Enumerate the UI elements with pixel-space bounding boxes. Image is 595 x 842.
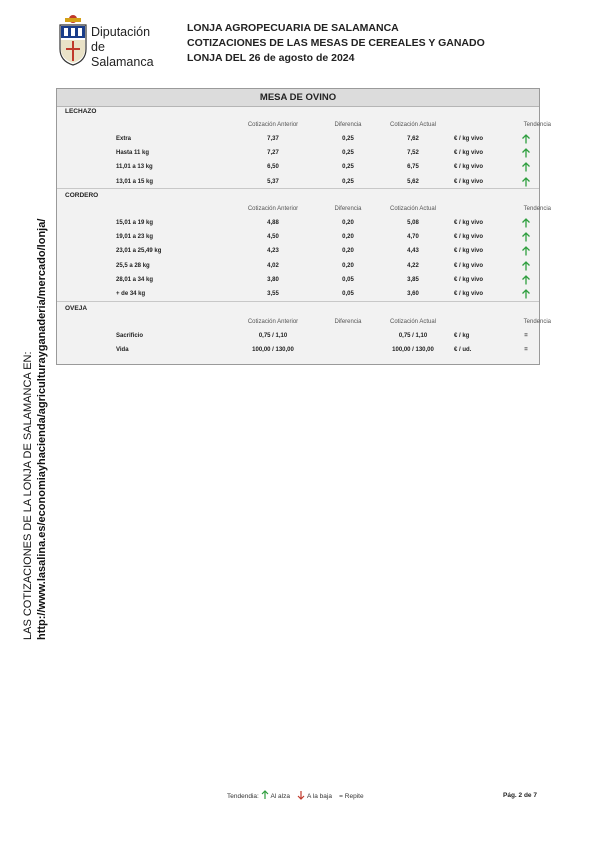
row-name: 23,01 a 25,49 kg	[116, 248, 162, 255]
row-actual: 4,70	[407, 234, 419, 241]
up-arrow-icon	[261, 790, 269, 802]
row-anterior: 100,00 / 130,00	[252, 347, 294, 354]
row-anterior: 6,50	[267, 164, 279, 171]
row-unit: € / ud.	[454, 347, 472, 354]
row-actual: 3,85	[407, 276, 419, 283]
side-note-line1: LAS COTIZACIONES DE LA LONJA DE SALAMANCA EN:	[22, 351, 34, 640]
header-line3: LONJA DEL 26 de agosto de 2024	[187, 52, 355, 64]
row-anterior: 3,55	[267, 291, 279, 297]
panel-title: MESA DE OVINO	[57, 89, 539, 107]
row-name: Hasta 11 kg	[116, 150, 150, 157]
legend-repeat: = Repite	[339, 792, 364, 800]
legend-label: Tendendia:	[227, 792, 259, 800]
org-name-line1: Diputación	[91, 25, 151, 39]
row-actual: 7,62	[407, 136, 419, 142]
col-header-diferencia: Diferencia	[334, 122, 362, 128]
org-name-line2: de Salamanca	[91, 40, 154, 69]
row-name: 19,01 a 23 kg	[116, 234, 154, 241]
trend-up-arrow-icon	[521, 162, 531, 172]
row-diferencia: 0,20	[342, 262, 354, 269]
legend-down: A la baja	[307, 792, 332, 800]
trend-up-arrow-icon	[521, 261, 531, 271]
row-actual: 6,75	[407, 164, 419, 171]
trend-up-arrow-icon	[521, 275, 531, 285]
row-name: 25,5 a 28 kg	[116, 262, 150, 269]
side-note-url[interactable]: http://www.lasalina.es/economiayhacienda/agriculturayganaderia/mercado/lonja/	[36, 218, 48, 640]
row-name: 28,01 a 34 kg	[116, 276, 154, 283]
row-actual: 0,75 / 1,10	[398, 333, 428, 339]
row-unit: € / kg vivo	[454, 262, 484, 269]
col-header-tendencia: Tendencia	[523, 206, 551, 212]
trend-up-arrow-icon	[521, 134, 531, 144]
row-name: 11,01 a 13 kg	[116, 164, 153, 171]
row-unit: € / kg	[454, 333, 470, 339]
col-header-actual: Cotización Actual	[389, 319, 437, 325]
row-actual: 7,52	[407, 150, 419, 157]
section-label: LECHAZO	[65, 108, 97, 115]
row-unit: € / kg vivo	[454, 248, 484, 255]
row-actual: 4,22	[407, 262, 419, 269]
col-header-tendencia: Tendencia	[523, 319, 551, 325]
header-line1: LONJA AGROPECUARIA DE SALAMANCA	[187, 22, 399, 34]
down-arrow-icon	[297, 790, 305, 802]
row-name: + de 34 kg	[116, 291, 146, 297]
trend-up-arrow-icon	[521, 148, 531, 158]
row-name: Sacrificio	[116, 333, 144, 339]
trend-up-arrow-icon	[521, 177, 531, 187]
diputacion-logo	[55, 13, 167, 67]
legend-up: Al alza	[270, 792, 290, 800]
section-divider	[57, 301, 539, 302]
row-actual: 5,08	[407, 220, 419, 226]
row-name: Extra	[116, 136, 132, 142]
row-unit: € / kg vivo	[454, 178, 484, 185]
row-anterior: 4,23	[267, 248, 279, 255]
row-anterior: 4,50	[267, 234, 279, 241]
row-diferencia: 0,25	[342, 178, 354, 185]
row-anterior: 5,37	[267, 178, 279, 185]
col-header-actual: Cotización Actual	[389, 122, 437, 128]
row-unit: € / kg vivo	[454, 136, 484, 142]
row-name: 15,01 a 19 kg	[116, 220, 154, 226]
row-anterior: 7,37	[267, 136, 279, 142]
row-actual: 3,60	[407, 291, 419, 297]
row-unit: € / kg vivo	[454, 164, 484, 171]
col-header-tendencia: Tendencia	[523, 122, 551, 128]
col-header-anterior: Cotización Anterior	[247, 319, 299, 325]
row-anterior: 7,27	[267, 150, 279, 157]
row-unit: € / kg vivo	[454, 234, 484, 241]
trend-repeat: =	[524, 333, 528, 339]
row-unit: € / kg vivo	[454, 276, 484, 283]
row-diferencia: 0,25	[342, 164, 354, 171]
trend-up-arrow-icon	[521, 289, 531, 299]
row-diferencia: 0,20	[342, 220, 354, 226]
section-divider	[57, 188, 539, 189]
row-unit: € / kg vivo	[454, 220, 484, 226]
col-header-actual: Cotización Actual	[389, 206, 437, 212]
coat-of-arms-icon	[57, 13, 89, 67]
section-label: CORDERO	[65, 192, 99, 199]
row-diferencia: 0,05	[342, 276, 354, 283]
row-unit: € / kg vivo	[454, 291, 484, 297]
row-diferencia: 0,05	[342, 291, 354, 297]
row-name: Vida	[116, 347, 129, 354]
trend-up-arrow-icon	[521, 232, 531, 242]
row-anterior: 4,88	[267, 220, 279, 226]
col-header-diferencia: Diferencia	[334, 206, 362, 212]
row-actual: 4,43	[407, 248, 419, 255]
row-anterior: 0,75 / 1,10	[258, 333, 288, 339]
col-header-diferencia: Diferencia	[334, 319, 362, 325]
row-diferencia: 0,25	[342, 150, 354, 157]
trend-legend	[227, 790, 364, 802]
trend-repeat: =	[524, 347, 528, 354]
row-diferencia: 0,20	[342, 234, 354, 241]
row-diferencia: 0,25	[342, 136, 354, 142]
row-actual: 100,00 / 130,00	[392, 347, 434, 354]
page-number: Pág. 2 de 7	[503, 792, 537, 799]
row-unit: € / kg vivo	[454, 150, 484, 157]
header-line2: COTIZACIONES DE LAS MESAS DE CEREALES Y GANADO	[187, 37, 485, 49]
row-actual: 5,62	[407, 178, 419, 185]
ovino-panel	[56, 88, 551, 365]
org-name	[91, 25, 167, 70]
document-header	[187, 21, 485, 66]
col-header-anterior: Cotización Anterior	[247, 206, 299, 212]
row-anterior: 3,80	[267, 276, 279, 283]
section-label: OVEJA	[65, 305, 88, 312]
trend-up-arrow-icon	[521, 218, 531, 228]
col-header-anterior: Cotización Anterior	[247, 122, 299, 128]
row-name: 13,01 a 15 kg	[116, 178, 154, 185]
side-note	[21, 219, 49, 640]
trend-up-arrow-icon	[521, 246, 531, 256]
row-anterior: 4,02	[267, 262, 279, 269]
row-diferencia: 0,20	[342, 248, 354, 255]
